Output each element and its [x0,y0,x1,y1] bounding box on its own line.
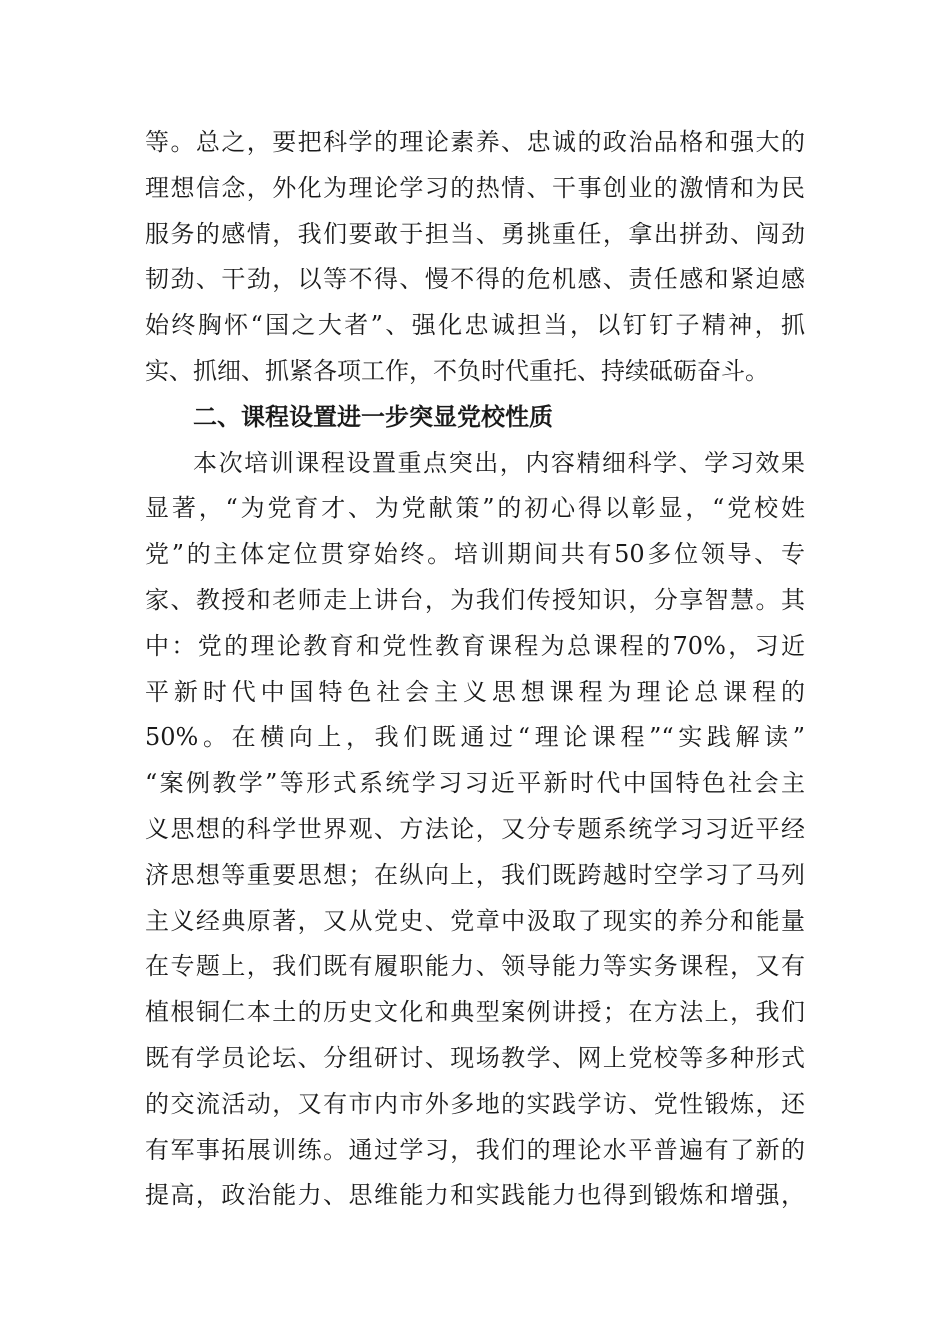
text-line: 显著，“为党育才、为党献策”的初心得以彰显，“党校姓 [145,494,805,523]
text-line: 中：党的理论教育和党性教育课程为总课程的70%，习近 [145,631,805,660]
text-line: 理想信念，外化为理论学习的热情、干事创业的激情和为民 [145,173,805,202]
text-line: 家、教授和老师走上讲台，为我们传授知识，分享智慧。其 [145,585,805,614]
section-heading: 二、课程设置进一步突显党校性质 [193,402,553,431]
text-line: 既有学员论坛、分组研讨、现场教学、网上党校等多种形式 [145,1043,805,1072]
text-line: 植根铜仁本土的历史文化和典型案例讲授；在方法上，我们 [145,998,805,1027]
text-line: 党”的主体定位贯穿始终。培训期间共有50多位领导、专 [145,540,805,569]
text-line: 服务的感情，我们要敢于担当、勇挑重任，拿出拼劲、闯劲 [145,219,805,248]
text-line: 平新时代中国特色社会主义思想课程为理论总课程的 [145,677,805,706]
text-line: “案例教学”等形式系统学习习近平新时代中国特色社会主 [145,769,805,798]
text-line: 有军事拓展训练。通过学习，我们的理论水平普遍有了新的 [145,1135,805,1164]
text-line: 50%。在横向上，我们既通过“理论课程”“实践解读” [145,723,805,752]
text-line: 本次培训课程设置重点突出，内容精细科学、学习效果 [193,448,805,477]
document-body [145,120,805,1219]
text-line: 的交流活动，又有市内市外多地的实践学访、党性锻炼，还 [145,1089,805,1118]
text-line: 在专题上，我们既有履职能力、领导能力等实务课程，又有 [145,952,805,981]
text-line: 始终胸怀“国之大者”、强化忠诚担当，以钉钉子精神，抓 [145,311,805,340]
text-line: 济思想等重要思想；在纵向上，我们既跨越时空学习了马列 [145,860,805,889]
text-line: 实、抓细、抓紧各项工作，不负时代重托、持续砥砺奋斗。 [145,356,769,385]
text-line: 提高，政治能力、思维能力和实践能力也得到锻炼和增强， [145,1181,805,1210]
text-line: 韧劲、干劲，以等不得、慢不得的危机感、责任感和紧迫感 [145,265,805,294]
text-line: 义思想的科学世界观、方法论，又分专题系统学习习近平经 [145,814,805,843]
text-line: 主义经典原著，又从党史、党章中汲取了现实的养分和能量 [145,906,805,935]
text-line: 等。总之，要把科学的理论素养、忠诚的政治品格和强大的 [145,128,805,156]
